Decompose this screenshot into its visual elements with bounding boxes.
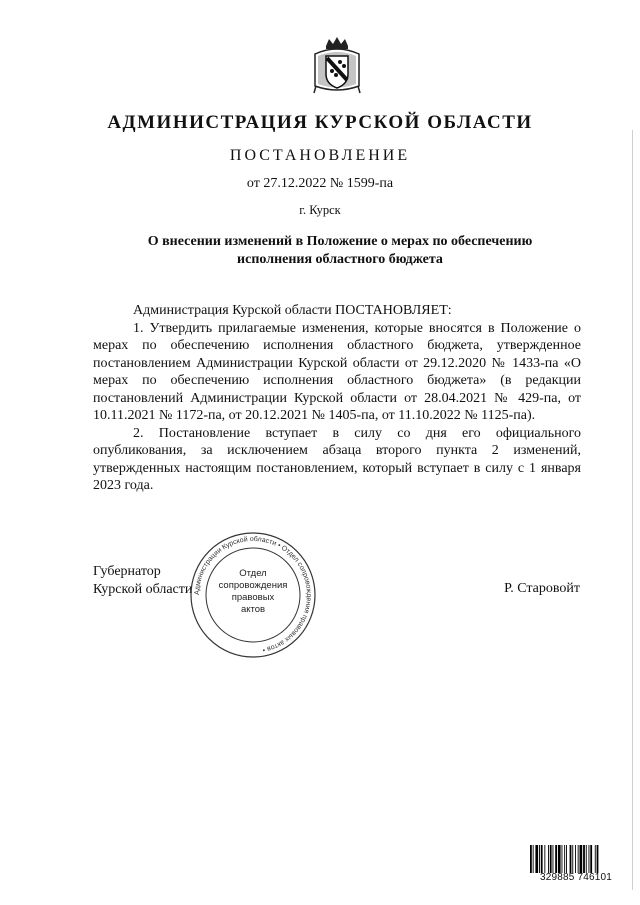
subject-line-1: О внесении изменений в Положение о мерах по обеспечению <box>147 234 533 249</box>
subject-line-2: исполнения областного бюджета <box>237 252 443 267</box>
document-type: ПОСТАНОВЛЕНИЕ <box>229 147 411 164</box>
coat-of-arms-icon <box>312 36 362 96</box>
barcode-bar <box>530 845 532 873</box>
barcode-bar <box>558 845 561 873</box>
organization-title: АДМИНИСТРАЦИЯ КУРСКОЙ ОБЛАСТИ <box>107 112 533 133</box>
document-subject <box>130 233 550 269</box>
barcode-bar <box>578 845 579 873</box>
barcode-bar <box>589 845 590 873</box>
barcode-bar <box>583 845 585 873</box>
stamp-ring-text: Администрации Курской области • Отдел сопровождения правовых актов • <box>193 535 313 654</box>
intro-paragraph: Администрация Курской области ПОСТАНОВЛЯЕТ: <box>133 303 452 318</box>
barcode-bar <box>544 845 545 873</box>
barcode-bar <box>575 845 576 873</box>
barcode-bar <box>553 845 554 873</box>
barcode-bar <box>580 845 583 873</box>
paragraph-item-2: 2. Постановление вступает в силу со дня его официального опубликования, за исключением абзаца второго пункта 2 изменений, утвержденных настоящим постановлением, который вступает в силу с 1 января 2023 года. <box>93 425 581 493</box>
stamp-line-2: сопровождения <box>218 580 288 591</box>
signatory-title-line-1: Губернатор <box>93 564 161 579</box>
barcode-bar <box>562 845 563 873</box>
paragraph-item-1: 1. Утвердить прилагаемые изменения, которые вносятся в Положение о мерах по обеспечению исполнения областного бюджета, утвержденное постановлением Администрации Курской области от 29.12.2020 № 1433-па «О мерах по обеспечению исполнения областного бюджета» (в редакции постановлений Администрации Курской области от 28.04.2021 № 429-па, от 10.11.2021 № 1172-па, от 20.12.2021 № 1405-па, от 11.10.2022 № 1125-па). <box>93 320 581 423</box>
barcode-bar <box>597 845 599 873</box>
stamp-line-3: правовых <box>231 592 275 603</box>
barcode-bar <box>586 845 587 873</box>
stamp-center-text <box>203 568 303 616</box>
signatory-title <box>93 563 192 598</box>
page-edge-line <box>632 130 633 890</box>
barcode-bar <box>566 845 567 873</box>
signatory-name: Р. Старовойт <box>504 581 580 596</box>
stamp-line-1: Отдел <box>239 568 267 579</box>
barcode-bar <box>541 845 543 873</box>
signatory-title-line-2: Курской области <box>93 581 193 597</box>
barcode-bar <box>550 845 552 873</box>
barcode-bar <box>555 845 557 873</box>
document-body <box>93 302 581 495</box>
barcode-bar <box>535 845 538 873</box>
barcode-bar <box>590 845 592 873</box>
barcode-bar <box>595 845 596 873</box>
barcode-bar <box>539 845 540 873</box>
barcode-bar <box>533 845 534 873</box>
stamp-line-4: актов <box>240 604 266 615</box>
barcode-bar <box>564 845 565 873</box>
document-city: г. Курск <box>299 203 341 217</box>
barcode-bar <box>572 845 573 873</box>
barcode-bar <box>570 845 572 873</box>
barcode-bar <box>548 845 549 873</box>
barcode-number: 329885 746101 <box>539 872 613 883</box>
barcode <box>530 845 622 873</box>
document-date-number: от 27.12.2022 № 1599-па <box>246 176 394 191</box>
